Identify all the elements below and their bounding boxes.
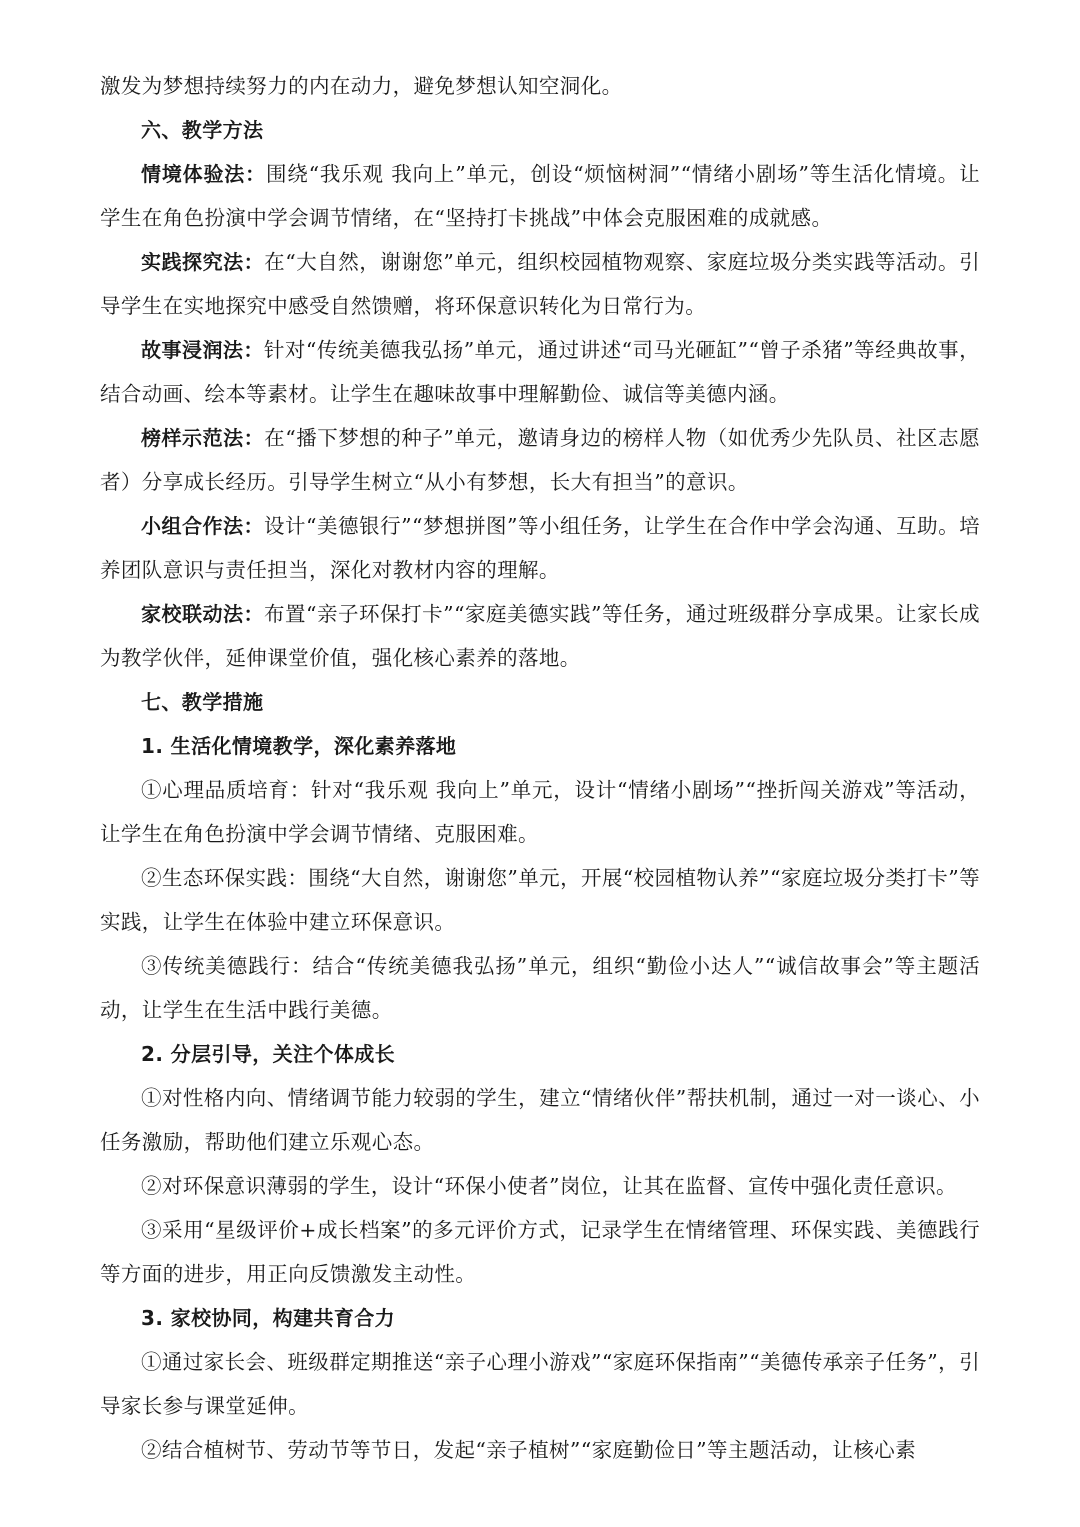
measure-item: ②对环保意识薄弱的学生，设计“环保小使者”岗位，让其在监督、宣传中强化责任意识。 (141, 1174, 957, 1198)
method-lead: 实践探究法： (141, 250, 265, 274)
method-lead: 家校联动法： (141, 602, 265, 626)
subsection-3-title: 3. 家校协同，构建共育合力 (141, 1306, 396, 1330)
section-7-heading: 七、教学措施 (141, 690, 264, 714)
method-lead: 故事浸润法： (141, 338, 264, 362)
measure-item: ①心理品质培育：针对“我乐观 我向上”单元，设计“情绪小剧场”“挫折闯关游戏”等活动，让学生在角色扮演中学会调节情绪、克服困难。 (100, 778, 980, 846)
measure-item: ①对性格内向、情绪调节能力较弱的学生，建立“情绪伙伴”帮扶机制，通过一对一谈心、小任务激励，帮助他们建立乐观心态。 (100, 1086, 980, 1154)
section-6-heading: 六、教学方法 (141, 118, 264, 142)
measure-item: ①通过家长会、班级群定期推送“亲子心理小游戏”“家庭环保指南”“美德传承亲子任务”，引导家长参与课堂延伸。 (100, 1350, 980, 1418)
method-group-cooperation (100, 504, 980, 592)
method-text: 在“大自然，谢谢您”单元，组织校园植物观察、家庭垃圾分类实践等活动。引导学生在实地探究中感受自然馈赠，将环保意识转化为日常行为。 (100, 250, 980, 318)
method-practical-inquiry (100, 240, 980, 328)
subsection-1-title: 1. 生活化情境教学，深化素养落地 (141, 734, 457, 758)
method-story-immersion (100, 328, 980, 416)
measure-item: ③采用“星级评价+成长档案”的多元评价方式，记录学生在情绪管理、环保实践、美德践行等方面的进步，用正向反馈激发主动性。 (100, 1218, 980, 1286)
measure-item: ③传统美德践行：结合“传统美德我弘扬”单元，组织“勤俭小达人”“诚信故事会”等主题活动，让学生在生活中践行美德。 (100, 954, 980, 1022)
method-text: 围绕“我乐观 我向上”单元，创设“烦恼树洞”“情绪小剧场”等生活化情境。让学生在角色扮演中学会调节情绪，在“坚持打卡挑战”中体会克服困难的成就感。 (100, 162, 980, 230)
method-text: 针对“传统美德我弘扬”单元，通过讲述“司马光砸缸”“曾子杀猪”等经典故事，结合动画、绘本等素材。让学生在趣味故事中理解勤俭、诚信等美德内涵。 (100, 338, 980, 406)
subsection-2-title: 2. 分层引导，关注个体成长 (141, 1042, 396, 1066)
method-text: 设计“美德银行”“梦想拼图”等小组任务，让学生在合作中学会沟通、互助。培养团队意识与责任担当，深化对教材内容的理解。 (100, 514, 980, 582)
method-lead: 情境体验法： (141, 162, 266, 186)
method-lead: 榜样示范法： (141, 426, 265, 450)
method-text: 在“播下梦想的种子”单元，邀请身边的榜样人物（如优秀少先队员、社区志愿者）分享成长经历。引导学生树立“从小有梦想，长大有担当”的意识。 (100, 426, 980, 494)
method-text: 布置“亲子环保打卡”“家庭美德实践”等任务，通过班级群分享成果。让家长成为教学伙伴，延伸课堂价值，强化核心素养的落地。 (100, 602, 980, 670)
method-lead: 小组合作法： (141, 514, 265, 538)
method-role-model (100, 416, 980, 504)
method-home-school-linkage (100, 592, 980, 680)
intro-tail-paragraph: 激发为梦想持续努力的内在动力，避免梦想认知空洞化。 (100, 74, 623, 98)
method-situational-experience (100, 152, 980, 240)
measure-item: ②结合植树节、劳动节等节日，发起“亲子植树”“家庭勤俭日”等主题活动，让核心素 (141, 1438, 917, 1462)
measure-item: ②生态环保实践：围绕“大自然，谢谢您”单元，开展“校园植物认养”“家庭垃圾分类打卡”等实践，让学生在体验中建立环保意识。 (100, 866, 980, 934)
